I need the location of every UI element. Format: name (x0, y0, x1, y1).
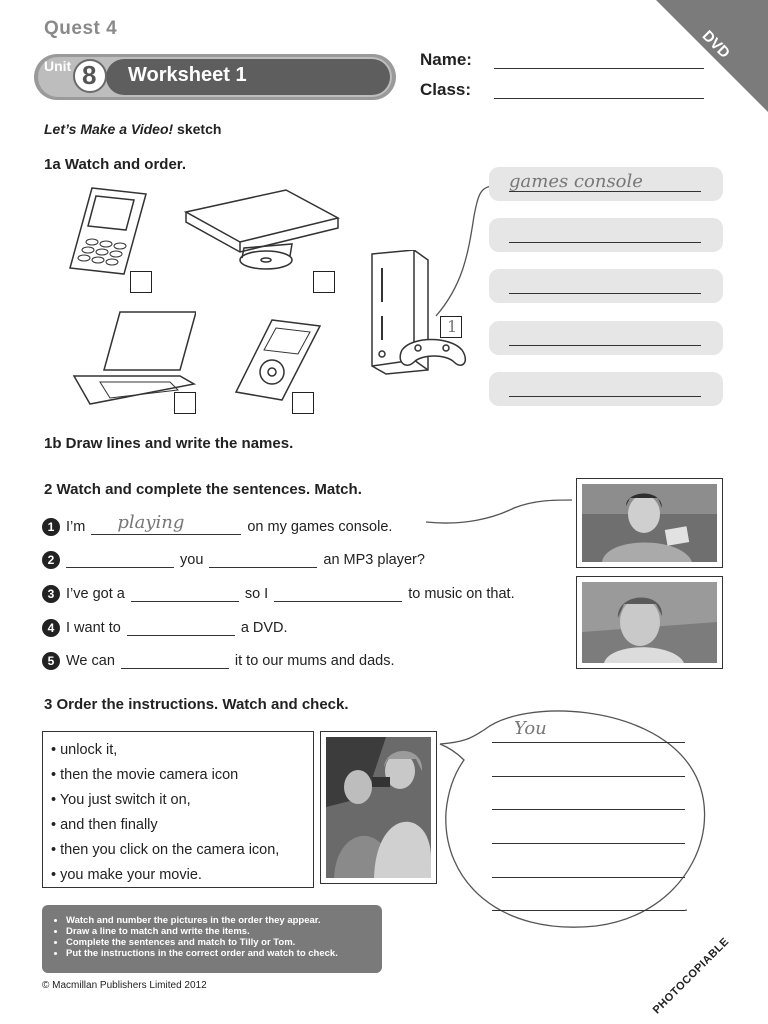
unit-label: Unit (44, 58, 72, 74)
copyright: © Macmillan Publishers Limited 2012 (42, 980, 207, 991)
sentence-text: We can (66, 653, 115, 669)
bubble-end-period: . (684, 898, 688, 914)
answer-pill-4[interactable] (489, 321, 723, 355)
example-number: 1 (447, 317, 458, 336)
dvd-player-image (182, 186, 342, 276)
blank-2-2[interactable] (209, 553, 317, 568)
order-box-phone[interactable] (130, 271, 152, 293)
sentence-text: I want to (66, 620, 121, 636)
heading-2: 2 Watch and complete the sentences. Match. (44, 481, 362, 498)
sentence-2 (42, 551, 425, 569)
blank-5-1[interactable] (121, 654, 229, 669)
mp3-player-image (232, 316, 324, 404)
sentence-5 (42, 652, 394, 670)
sentence-number: 2 (42, 551, 60, 569)
sentence-text: an MP3 player? (323, 552, 425, 568)
blank-example: playing (117, 511, 185, 533)
sentence-text: to music on that. (408, 586, 515, 602)
blank-2-1[interactable] (66, 553, 174, 568)
instruction-list (42, 731, 314, 888)
order-box-mp3-player[interactable] (292, 392, 314, 414)
sentence-text: you (180, 552, 204, 568)
heading-1a: 1a Watch and order. (44, 156, 186, 173)
sentence-number: 1 (42, 518, 60, 536)
photo-boy (576, 576, 723, 669)
photo-girl-console (576, 478, 723, 568)
heading-1b: 1b Draw lines and write the names. (44, 435, 294, 452)
list-item: • then the movie camera icon (51, 767, 239, 783)
sentence-3 (42, 585, 515, 603)
match-line-example (428, 176, 500, 324)
subtitle (44, 121, 221, 137)
dvd-corner (656, 0, 768, 112)
answer-pill-2[interactable] (489, 218, 723, 252)
sentence-text: I’ve got a (66, 586, 125, 602)
heading-3: 3 Order the instructions. Watch and check. (44, 696, 349, 713)
dvd-tag: DVD (698, 27, 734, 62)
blank-1-1[interactable] (91, 511, 241, 535)
worksheet-title: Worksheet 1 (128, 64, 247, 86)
answer-pill-1[interactable] (489, 167, 723, 201)
sentence-text: on my games console. (247, 519, 393, 535)
class-label: Class: (420, 80, 472, 99)
instruction-item: • Put the instructions in the correct order and watch to check. (66, 948, 372, 959)
sentence-number: 3 (42, 585, 60, 603)
answer-pill-5[interactable] (489, 372, 723, 406)
answer-pill-3[interactable] (489, 269, 723, 303)
list-item: • unlock it, (51, 742, 118, 758)
bubble-line-5[interactable] (492, 877, 685, 878)
sentence-text: a DVD. (240, 620, 288, 636)
answer-1-text: games console (509, 171, 643, 192)
teacher-instructions (42, 905, 382, 973)
blank-3-1[interactable] (131, 587, 239, 602)
sentence-1 (42, 511, 393, 536)
photocopiable-label: PHOTOCOPIABLE (650, 935, 732, 1017)
blank-4-1[interactable] (127, 621, 235, 636)
speech-bubble (428, 704, 716, 930)
bubble-line-2[interactable] (492, 776, 685, 777)
instruction-item: • Draw a line to match and write the items. (66, 926, 372, 937)
instruction-item: • Complete the sentences and match to Tilly or Tom. (66, 937, 372, 948)
bubble-line-4[interactable] (492, 843, 685, 844)
sentence-text: so I (244, 586, 269, 602)
blank-3-2[interactable] (274, 587, 402, 602)
list-item: • You just switch it on, (51, 792, 191, 808)
list-item: • then you click on the camera icon, (51, 842, 280, 858)
order-box-dvd-player[interactable] (313, 271, 335, 293)
photo-children-camera (320, 731, 437, 884)
sentence-number: 4 (42, 619, 60, 637)
subtitle-title: Let’s Make a Video! (44, 121, 174, 137)
bubble-line-6[interactable] (492, 910, 685, 911)
list-item: • and then finally (51, 817, 158, 833)
instruction-item: • Watch and number the pictures in the order they appear. (66, 915, 372, 926)
bubble-line-3[interactable] (492, 809, 685, 810)
order-box-laptop[interactable] (174, 392, 196, 414)
match-line-sentence (424, 496, 574, 532)
subtitle-rest: sketch (173, 121, 222, 137)
list-item: • you make your movie. (51, 867, 202, 883)
sentence-4 (42, 619, 288, 637)
bubble-line-1[interactable] (492, 718, 685, 743)
sentence-number: 5 (42, 652, 60, 670)
brand-logo: Quest 4 (44, 18, 118, 39)
bubble-example: You (514, 718, 547, 739)
sentence-text: I’m (66, 519, 86, 535)
unit-number: 8 (82, 60, 97, 90)
name-label: Name: (420, 50, 472, 69)
sentence-text: it to our mums and dads. (234, 653, 395, 669)
mobile-phone-image (62, 182, 154, 280)
